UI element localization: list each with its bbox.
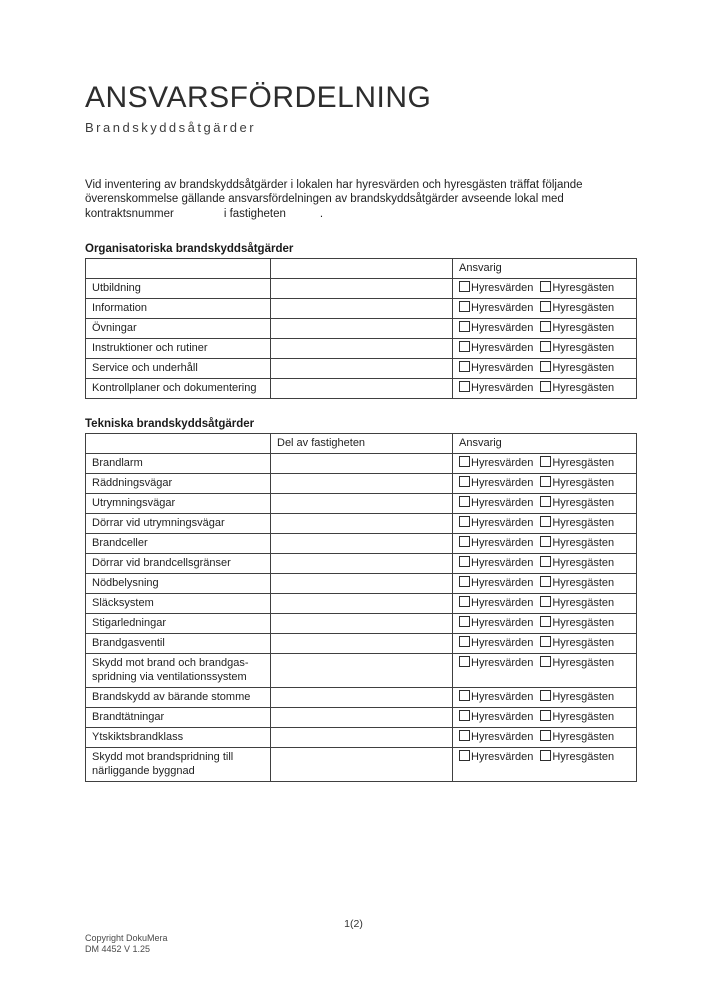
hyresgasten-label: Hyresgästen	[552, 657, 615, 670]
hyresgasten-checkbox[interactable]	[540, 656, 614, 670]
part-of-property-cell[interactable]	[271, 728, 453, 748]
hyresgasten-label: Hyresgästen	[552, 731, 615, 744]
measure-name-cell	[86, 654, 271, 688]
hyresgasten-label: Hyresgästen	[552, 711, 615, 724]
responsible-cell	[453, 279, 637, 299]
table-row	[86, 554, 637, 574]
intro-text-2: i fastigheten	[223, 207, 286, 220]
header-responsible: Ansvarig	[453, 259, 637, 279]
hyresvarden-checkbox[interactable]	[459, 750, 533, 764]
part-of-property-cell[interactable]	[271, 534, 453, 554]
responsible-cell	[453, 319, 637, 339]
checkbox-icon[interactable]	[540, 361, 551, 372]
checkbox-group	[459, 691, 614, 703]
hyresgasten-checkbox[interactable]	[540, 516, 614, 530]
responsible-cell	[453, 708, 637, 728]
page-subtitle: Brandskyddsåtgärder	[85, 119, 257, 135]
checkbox-icon[interactable]	[459, 636, 470, 647]
checkbox-icon[interactable]	[459, 616, 470, 627]
hyresgasten-checkbox[interactable]	[540, 281, 614, 295]
part-of-property-cell[interactable]	[271, 554, 453, 574]
checkbox-icon[interactable]	[459, 690, 470, 701]
hyresgasten-checkbox[interactable]	[540, 750, 614, 764]
hyresvarden-checkbox[interactable]	[459, 730, 533, 744]
hyresgasten-checkbox[interactable]	[540, 341, 614, 355]
checkbox-icon[interactable]	[459, 476, 470, 487]
checkbox-group	[459, 597, 614, 609]
hyresvarden-label: Hyresvärden	[471, 382, 534, 395]
hyresgasten-label: Hyresgästen	[552, 517, 615, 530]
measure-label: Brandgasventil	[92, 637, 165, 650]
checkbox-icon[interactable]	[459, 710, 470, 721]
table-row	[86, 594, 637, 614]
checkbox-icon[interactable]	[540, 381, 551, 392]
section-label-technical: Tekniska brandskyddsåtgärder	[85, 418, 255, 431]
checkbox-group	[459, 657, 614, 669]
page-title: ANSVARSFÖRDELNING	[85, 81, 432, 114]
hyresgasten-checkbox[interactable]	[540, 496, 614, 510]
responsible-cell	[453, 634, 637, 654]
hyresvarden-label: Hyresvärden	[471, 282, 534, 295]
hyresvarden-checkbox[interactable]	[459, 361, 533, 375]
measure-label: Nödbelysning	[92, 577, 159, 590]
checkbox-group	[459, 302, 614, 314]
measure-label: Utrymningsvägar	[92, 497, 176, 510]
technical-measures-table	[85, 433, 637, 782]
hyresvarden-label: Hyresvärden	[471, 477, 534, 490]
hyresvarden-label: Hyresvärden	[471, 711, 534, 724]
checkbox-icon[interactable]	[459, 496, 470, 507]
header-measure	[86, 434, 271, 454]
checkbox-icon[interactable]	[540, 596, 551, 607]
checkbox-group	[459, 537, 614, 549]
part-of-property-cell[interactable]	[271, 654, 453, 688]
checkbox-icon[interactable]	[540, 321, 551, 332]
checkbox-icon[interactable]	[459, 381, 470, 392]
checkbox-group	[459, 457, 614, 469]
checkbox-group	[459, 382, 614, 394]
hyresvarden-label: Hyresvärden	[471, 497, 534, 510]
measure-label: Släcksystem	[92, 597, 154, 610]
checkbox-group	[459, 711, 614, 723]
responsible-cell	[453, 514, 637, 534]
hyresvarden-checkbox[interactable]	[459, 576, 533, 590]
hyresgasten-label: Hyresgästen	[552, 302, 615, 315]
table-row	[86, 359, 637, 379]
checkbox-icon[interactable]	[540, 750, 551, 761]
hyresvarden-label: Hyresvärden	[471, 657, 534, 670]
checkbox-icon[interactable]	[540, 576, 551, 587]
checkbox-icon[interactable]	[459, 730, 470, 741]
hyresgasten-label: Hyresgästen	[552, 557, 615, 570]
checkbox-icon[interactable]	[459, 750, 470, 761]
hyresvarden-label: Hyresvärden	[471, 517, 534, 530]
hyresvarden-label: Hyresvärden	[471, 637, 534, 650]
checkbox-icon[interactable]	[459, 596, 470, 607]
measure-name-cell	[86, 594, 271, 614]
hyresvarden-label: Hyresvärden	[471, 537, 534, 550]
hyresvarden-label: Hyresvärden	[471, 731, 534, 744]
measure-name-cell	[86, 319, 271, 339]
part-of-property-cell[interactable]	[271, 474, 453, 494]
hyresgasten-label: Hyresgästen	[552, 282, 615, 295]
hyresgasten-checkbox[interactable]	[540, 321, 614, 335]
checkbox-icon[interactable]	[540, 656, 551, 667]
hyresgasten-label: Hyresgästen	[552, 362, 615, 375]
hyresgasten-checkbox[interactable]	[540, 381, 614, 395]
part-of-property-cell[interactable]	[271, 688, 453, 708]
checkbox-group	[459, 322, 614, 334]
hyresgasten-label: Hyresgästen	[552, 577, 615, 590]
header-measure	[86, 259, 271, 279]
page-number: 1(2)	[344, 918, 363, 930]
responsible-cell	[453, 454, 637, 474]
measure-name-cell	[86, 748, 271, 782]
table-row	[86, 279, 637, 299]
hyresvarden-checkbox[interactable]	[459, 536, 533, 550]
checkbox-group	[459, 477, 614, 489]
checkbox-group	[459, 731, 614, 743]
part-of-property-cell[interactable]	[271, 319, 453, 339]
table-row	[86, 688, 637, 708]
checkbox-group	[459, 617, 614, 629]
hyresvarden-checkbox[interactable]	[459, 690, 533, 704]
hyresgasten-label: Hyresgästen	[552, 342, 615, 355]
checkbox-group	[459, 517, 614, 529]
checkbox-icon[interactable]	[459, 301, 470, 312]
checkbox-icon[interactable]	[459, 516, 470, 527]
hyresvarden-checkbox[interactable]	[459, 381, 533, 395]
hyresgasten-label: Hyresgästen	[552, 597, 615, 610]
footer-copyright	[85, 933, 168, 955]
hyresvarden-checkbox[interactable]	[459, 496, 533, 510]
responsible-cell	[453, 748, 637, 782]
hyresgasten-checkbox[interactable]	[540, 556, 614, 570]
table-row	[86, 494, 637, 514]
measure-name-cell	[86, 299, 271, 319]
hyresgasten-label: Hyresgästen	[552, 537, 615, 550]
measure-label: Övningar	[92, 322, 137, 335]
hyresgasten-checkbox[interactable]	[540, 476, 614, 490]
checkbox-group	[459, 751, 614, 763]
technical-table-body	[86, 454, 637, 782]
measure-name-cell	[86, 379, 271, 399]
measure-label: Brandlarm	[92, 457, 143, 470]
measure-name-cell	[86, 728, 271, 748]
hyresgasten-checkbox[interactable]	[540, 730, 614, 744]
hyresgasten-label: Hyresgästen	[552, 637, 615, 650]
table-header-row	[86, 434, 637, 454]
measure-label: Service och underhåll	[92, 362, 198, 375]
hyresvarden-checkbox[interactable]	[459, 556, 533, 570]
hyresvarden-label: Hyresvärden	[471, 577, 534, 590]
hyresgasten-label: Hyresgästen	[552, 691, 615, 704]
responsible-cell	[453, 534, 637, 554]
hyresgasten-label: Hyresgästen	[552, 382, 615, 395]
checkbox-icon[interactable]	[540, 536, 551, 547]
measure-label: Räddningsvägar	[92, 477, 173, 490]
checkbox-icon[interactable]	[540, 730, 551, 741]
checkbox-group	[459, 557, 614, 569]
responsible-cell	[453, 379, 637, 399]
checkbox-icon[interactable]	[540, 516, 551, 527]
property-name-field[interactable]	[286, 207, 320, 217]
part-of-property-cell[interactable]	[271, 634, 453, 654]
checkbox-icon[interactable]	[540, 281, 551, 292]
intro-text-3: .	[319, 207, 324, 220]
checkbox-icon[interactable]	[540, 341, 551, 352]
header-part: Del av fastigheten	[271, 434, 453, 454]
table-row	[86, 299, 637, 319]
checkbox-icon[interactable]	[459, 456, 470, 467]
measure-name-cell	[86, 688, 271, 708]
responsible-cell	[453, 339, 637, 359]
header-part	[271, 259, 453, 279]
part-of-property-cell[interactable]	[271, 379, 453, 399]
checkbox-icon[interactable]	[540, 710, 551, 721]
checkbox-icon[interactable]	[459, 341, 470, 352]
hyresvarden-label: Hyresvärden	[471, 691, 534, 704]
part-of-property-cell[interactable]	[271, 494, 453, 514]
checkbox-icon[interactable]	[540, 301, 551, 312]
hyresvarden-label: Hyresvärden	[471, 751, 534, 764]
table-row	[86, 748, 637, 782]
responsible-cell	[453, 688, 637, 708]
measure-label: Dörrar vid brandcellsgränser	[92, 557, 231, 570]
responsible-cell	[453, 299, 637, 319]
measure-name-cell	[86, 279, 271, 299]
hyresgasten-checkbox[interactable]	[540, 616, 614, 630]
hyresgasten-checkbox[interactable]	[540, 710, 614, 724]
contract-number-field[interactable]	[174, 207, 224, 217]
part-of-property-cell[interactable]	[271, 614, 453, 634]
measure-name-cell	[86, 614, 271, 634]
measure-name-cell	[86, 454, 271, 474]
part-of-property-cell[interactable]	[271, 279, 453, 299]
responsible-cell	[453, 574, 637, 594]
hyresvarden-checkbox[interactable]	[459, 281, 533, 295]
checkbox-icon[interactable]	[459, 576, 470, 587]
part-of-property-cell[interactable]	[271, 574, 453, 594]
hyresvarden-checkbox[interactable]	[459, 341, 533, 355]
document-content	[85, 0, 637, 782]
checkbox-icon[interactable]	[459, 536, 470, 547]
checkbox-icon[interactable]	[459, 361, 470, 372]
part-of-property-cell[interactable]	[271, 454, 453, 474]
hyresvarden-checkbox[interactable]	[459, 516, 533, 530]
hyresgasten-checkbox[interactable]	[540, 596, 614, 610]
measure-label: Instruktioner och rutiner	[92, 342, 208, 355]
checkbox-group	[459, 282, 614, 294]
hyresgasten-label: Hyresgästen	[552, 477, 615, 490]
checkbox-icon[interactable]	[540, 496, 551, 507]
checkbox-icon[interactable]	[540, 636, 551, 647]
checkbox-group	[459, 497, 614, 509]
part-of-property-cell[interactable]	[271, 708, 453, 728]
measure-label: Utbildning	[92, 282, 141, 295]
part-of-property-cell[interactable]	[271, 339, 453, 359]
checkbox-icon[interactable]	[540, 616, 551, 627]
table-row	[86, 454, 637, 474]
copyright-text: Copyright DokuMera	[85, 933, 168, 943]
part-of-property-cell[interactable]	[271, 748, 453, 782]
checkbox-icon[interactable]	[459, 556, 470, 567]
table-row	[86, 614, 637, 634]
hyresgasten-label: Hyresgästen	[552, 617, 615, 630]
hyresgasten-checkbox[interactable]	[540, 690, 614, 704]
responsible-cell	[453, 359, 637, 379]
organisational-table-body	[86, 279, 637, 399]
intro-paragraph	[85, 178, 637, 222]
checkbox-group	[459, 637, 614, 649]
hyresvarden-label: Hyresvärden	[471, 617, 534, 630]
checkbox-icon[interactable]	[459, 321, 470, 332]
measure-name-cell	[86, 554, 271, 574]
hyresgasten-checkbox[interactable]	[540, 361, 614, 375]
measure-label: Skydd mot brandspridning till närliggande byggnad	[92, 751, 234, 778]
hyresvarden-checkbox[interactable]	[459, 321, 533, 335]
measure-label: Kontrollplaner och dokumentering	[92, 382, 257, 395]
measure-name-cell	[86, 634, 271, 654]
hyresvarden-label: Hyresvärden	[471, 457, 534, 470]
hyresvarden-label: Hyresvärden	[471, 302, 534, 315]
hyresgasten-checkbox[interactable]	[540, 636, 614, 650]
measure-label: Skydd mot brand och brandgas-spridning via ventilationssystem	[92, 657, 249, 684]
checkbox-icon[interactable]	[540, 456, 551, 467]
checkbox-icon[interactable]	[459, 656, 470, 667]
measure-label: Stigarledningar	[92, 617, 166, 630]
table-row	[86, 514, 637, 534]
table-row	[86, 379, 637, 399]
measure-name-cell	[86, 574, 271, 594]
checkbox-group	[459, 362, 614, 374]
hyresgasten-checkbox[interactable]	[540, 456, 614, 470]
measure-name-cell	[86, 339, 271, 359]
part-of-property-cell[interactable]	[271, 359, 453, 379]
measure-name-cell	[86, 494, 271, 514]
table-row	[86, 708, 637, 728]
section-label-organisational: Organisatoriska brandskyddsåtgärder	[85, 243, 294, 256]
hyresgasten-checkbox[interactable]	[540, 301, 614, 315]
checkbox-group	[459, 342, 614, 354]
hyresvarden-checkbox[interactable]	[459, 710, 533, 724]
hyresvarden-checkbox[interactable]	[459, 656, 533, 670]
hyresgasten-checkbox[interactable]	[540, 576, 614, 590]
checkbox-group	[459, 577, 614, 589]
part-of-property-cell[interactable]	[271, 299, 453, 319]
responsible-cell	[453, 594, 637, 614]
responsible-cell	[453, 654, 637, 688]
hyresgasten-label: Hyresgästen	[552, 322, 615, 335]
table-row	[86, 728, 637, 748]
hyresvarden-checkbox[interactable]	[459, 636, 533, 650]
measure-name-cell	[86, 514, 271, 534]
table-header-row	[86, 259, 637, 279]
responsible-cell	[453, 728, 637, 748]
responsible-cell	[453, 494, 637, 514]
responsible-cell	[453, 474, 637, 494]
checkbox-icon[interactable]	[459, 281, 470, 292]
hyresvarden-checkbox[interactable]	[459, 301, 533, 315]
checkbox-icon[interactable]	[540, 476, 551, 487]
table-row	[86, 654, 637, 688]
hyresvarden-label: Hyresvärden	[471, 322, 534, 335]
hyresvarden-label: Hyresvärden	[471, 342, 534, 355]
document-id: DM 4452 V 1.25	[85, 944, 151, 954]
part-of-property-cell[interactable]	[271, 514, 453, 534]
part-of-property-cell[interactable]	[271, 594, 453, 614]
table-row	[86, 634, 637, 654]
measure-label: Brandceller	[92, 537, 148, 550]
table-row	[86, 474, 637, 494]
measure-name-cell	[86, 359, 271, 379]
table-row	[86, 574, 637, 594]
checkbox-icon[interactable]	[540, 556, 551, 567]
header-responsible: Ansvarig	[453, 434, 637, 454]
responsible-cell	[453, 614, 637, 634]
measure-label: Brandskydd av bärande stomme	[92, 691, 251, 704]
measure-name-cell	[86, 474, 271, 494]
hyresvarden-label: Hyresvärden	[471, 362, 534, 375]
table-row	[86, 534, 637, 554]
hyresgasten-checkbox[interactable]	[540, 536, 614, 550]
table-row	[86, 339, 637, 359]
measure-label: Dörrar vid utrymningsvägar	[92, 517, 225, 530]
table-row	[86, 319, 637, 339]
measure-name-cell	[86, 708, 271, 728]
hyresgasten-label: Hyresgästen	[552, 751, 615, 764]
responsible-cell	[453, 554, 637, 574]
hyresgasten-label: Hyresgästen	[552, 497, 615, 510]
intro-text-1: Vid inventering av brandskyddsåtgärder i lokalen har hyresvärden och hyresgästen träffat följande överenskommelse gällande ansvarsfördelningen av brandskyddsåtgärder avseende lokal med kontraktsnummer	[85, 178, 583, 220]
measure-label: Information	[92, 302, 148, 315]
hyresvarden-label: Hyresvärden	[471, 597, 534, 610]
measure-name-cell	[86, 534, 271, 554]
organisational-measures-table	[85, 258, 637, 399]
hyresvarden-label: Hyresvärden	[471, 557, 534, 570]
hyresvarden-checkbox[interactable]	[459, 456, 533, 470]
hyresvarden-checkbox[interactable]	[459, 616, 533, 630]
hyresvarden-checkbox[interactable]	[459, 476, 533, 490]
measure-label: Ytskiktsbrandklass	[92, 731, 184, 744]
measure-label: Brandtätningar	[92, 711, 165, 724]
checkbox-icon[interactable]	[540, 690, 551, 701]
hyresvarden-checkbox[interactable]	[459, 596, 533, 610]
hyresgasten-label: Hyresgästen	[552, 457, 615, 470]
